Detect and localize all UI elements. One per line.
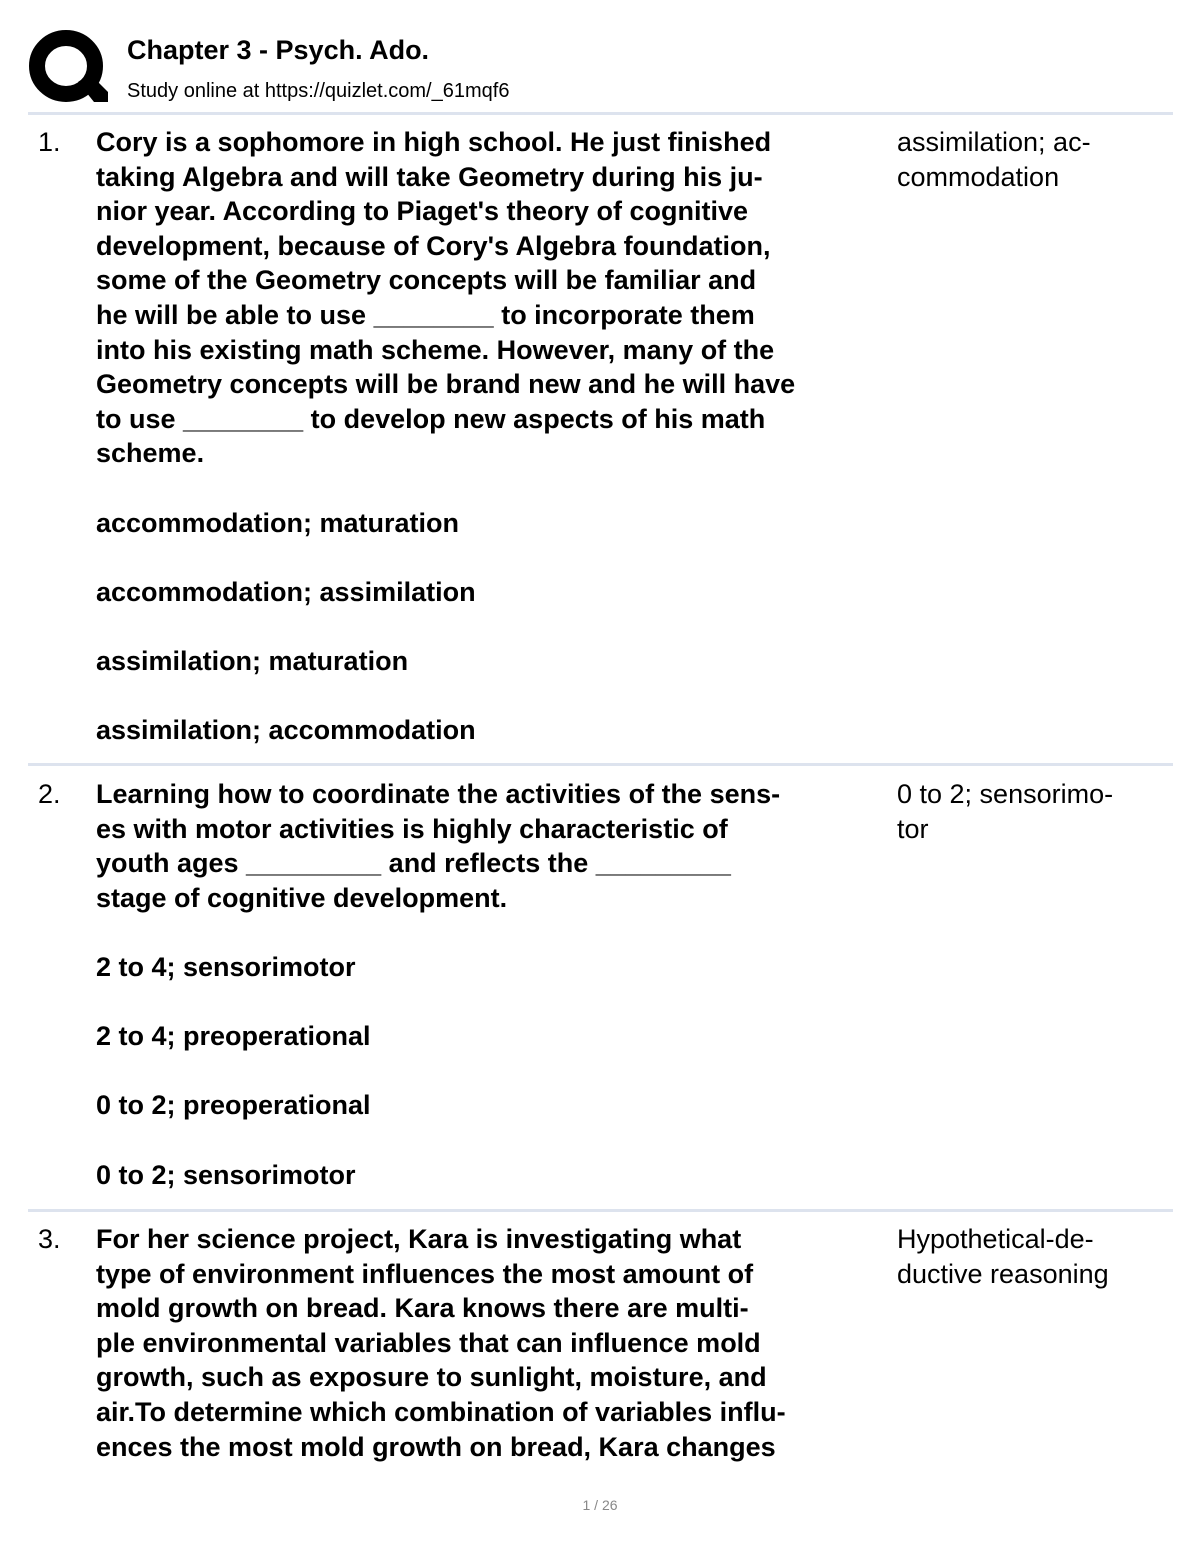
divider: [28, 1209, 1173, 1212]
study-link[interactable]: Study online at https://quizlet.com/_61mqf6: [127, 80, 510, 102]
answer-definition: [897, 777, 1113, 846]
answer-option: 2 to 4; sensorimotor: [96, 951, 356, 982]
question-line: he will be able to use ________ to incorporate them: [96, 299, 755, 330]
question-line: For her science project, Kara is investigating what: [96, 1224, 742, 1254]
answer-definition: [897, 1222, 1109, 1291]
question-line: ences the most mold growth on bread, Kara changes: [96, 1431, 776, 1462]
question-line: development, because of Cory's Algebra foundation,: [96, 230, 771, 261]
question-line: Cory is a sophomore in high school. He just finished: [96, 127, 772, 157]
page-title: Chapter 3 - Psych. Ado.: [127, 35, 430, 65]
answer-line: 0 to 2; sensorimo-: [897, 779, 1114, 809]
question-number: 3.: [38, 1224, 61, 1254]
question-line: ple environmental variables that can influence mold: [96, 1327, 761, 1358]
divider: [28, 763, 1173, 766]
answer-option: 0 to 2; preoperational: [96, 1090, 371, 1121]
question-line: es with motor activities is highly characteristic of: [96, 813, 728, 844]
answer-line: ductive reasoning: [897, 1258, 1109, 1289]
answer-line: tor: [897, 813, 929, 844]
question-line: taking Algebra and will take Geometry during his ju-: [96, 161, 763, 192]
answer-line: assimilation; ac-: [897, 127, 1091, 157]
answer-option: 2 to 4; preoperational: [96, 1021, 371, 1052]
question-line: air.To determine which combination of variables influ-: [96, 1396, 786, 1427]
question-line: Geometry concepts will be brand new and he will have: [96, 369, 796, 400]
question-line: nior year. According to Piaget's theory of cognitive: [96, 196, 749, 227]
answer-option: 0 to 2; sensorimotor: [96, 1159, 356, 1190]
quizlet-logo-icon: [28, 30, 108, 106]
question-line: growth, such as exposure to sunlight, moisture, and: [96, 1362, 767, 1393]
answer-line: commodation: [897, 161, 1060, 192]
answer-line: Hypothetical-de-: [897, 1224, 1094, 1254]
question-line: youth ages _________ and reflects the _________: [96, 848, 731, 879]
page-header: [0, 0, 1200, 112]
question-text: [96, 1222, 896, 1464]
answer-option: accommodation; maturation: [96, 507, 460, 538]
question-line: Learning how to coordinate the activities of the sens-: [96, 779, 781, 809]
divider: [28, 112, 1173, 115]
answer-option: accommodation; assimilation: [96, 576, 476, 607]
question-line: to use ________ to develop new aspects of his math: [96, 403, 766, 434]
question-text: [96, 777, 896, 1192]
question-text: [96, 125, 896, 748]
question-line: stage of cognitive development.: [96, 882, 508, 913]
answer-option: assimilation; maturation: [96, 645, 409, 676]
question-line: mold growth on bread. Kara knows there are multi-: [96, 1293, 749, 1324]
answer-definition: [897, 125, 1091, 194]
question-line: type of environment influences the most amount of: [96, 1258, 754, 1289]
question-number: 2.: [38, 779, 61, 809]
question-number: 1.: [38, 127, 61, 157]
question-line: some of the Geometry concepts will be familiar and: [96, 265, 757, 296]
answer-option: assimilation; accommodation: [96, 715, 476, 746]
page-number: 1 / 26: [582, 1497, 618, 1513]
question-line: into his existing math scheme. However, many of the: [96, 334, 775, 365]
question-line: scheme.: [96, 438, 205, 469]
